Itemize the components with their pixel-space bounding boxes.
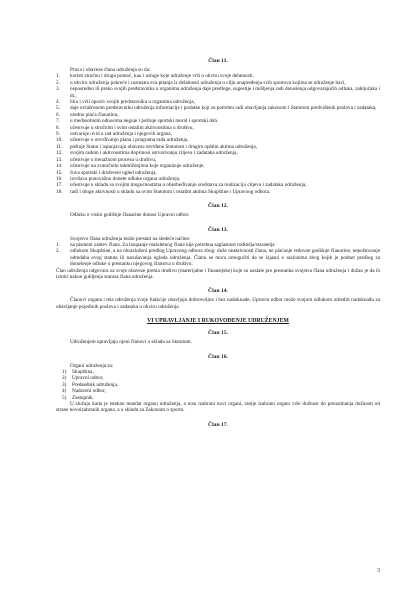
list-item-number: 8. — [56, 124, 60, 131]
list-item-number: 3. — [56, 86, 60, 93]
list-item-number: 17. — [56, 182, 63, 189]
list-item-number: 1) — [62, 369, 67, 375]
list-item-number: 12. — [56, 150, 63, 157]
list-item-number: 14. — [56, 163, 63, 170]
article-16-text: U slučaju kada je istekao mandat organu udruženja, a nisu izabrani novi organi, ranije izabrani organi vrše dužnost do preuzimanja dužnosti od strane novoizabranih organa, a u skladu sa Zakonom o sportu. — [56, 401, 380, 414]
article-16-title: Član 16. — [208, 353, 228, 360]
list-item-text: učestvuje u utvrđivanju plana i programa rada udruženja, — [70, 137, 189, 144]
article-11-intro: Prava i obaveze člana udruženja su da: — [70, 67, 151, 73]
article-16-intro: Organi udruženja su: — [70, 362, 114, 369]
article-13-title: Član 13. — [208, 226, 228, 233]
list-item-number: 4) — [62, 388, 67, 395]
list-item-number: 3) — [62, 381, 67, 388]
list-item-number: 5) — [62, 394, 67, 401]
list-item-text: u međusobnim odnosima neguje i poštuje sportski moral i sportski duh. — [70, 118, 219, 125]
article-11-list — [56, 73, 380, 195]
list-item-text: izvršava punovažno donete odluke organa udruženja, — [70, 175, 181, 182]
article-16-list — [56, 369, 380, 401]
article-14-text: Članovi organa i tela udruženja svoje funkcije obavljaju dobrovoljno i bez nadoknade. Upravni odbor može svojom odlukom odrediti nadoknadu za obavljanje pojedinih poslova i zadataka u okviru udruženja. — [56, 297, 380, 310]
list-item-number: 18. — [56, 188, 63, 195]
list-item-text: Upravni odbor, — [72, 375, 104, 382]
list-item-number: 1. — [56, 241, 60, 248]
list-item-text: učestvuje u trenažnom procesu u društvu, — [70, 156, 157, 163]
list-item-text: Skupština, — [72, 369, 94, 375]
article-15-title: Član 15. — [208, 330, 228, 337]
list-item-text: učestvuje u skladu sa svojim mogućnostima u obezbeđivanju sredstava za realizaciju ciljeva i zadataka udruženja, — [70, 182, 307, 189]
list-item-text: Nadzorni odbor, — [72, 388, 106, 395]
list-item-text: uredno plaća članarinu, — [70, 111, 119, 118]
article-13-list — [56, 242, 380, 268]
list-item-number: 2. — [56, 248, 60, 255]
list-item-text: poštuje Statut i ispunjavaju obaveze utvrđene Statutom i drugim opštim aktima udruženja, — [70, 143, 258, 150]
list-item-text: bira i vrši opoziv svojih predstavnika u organima udruženja, — [70, 99, 195, 106]
list-item-number: 5. — [56, 105, 60, 112]
article-11-title: Član 11. — [208, 58, 228, 64]
article-17-title: Član 17. — [208, 421, 228, 428]
article-12-title: Član 12. — [208, 203, 228, 210]
section-6-heading: VI UPRAVLJANJE I RUKOVOĐENJE UDRUŽENJEM — [147, 318, 289, 325]
list-item-number: 4. — [56, 99, 60, 106]
list-item-number: 2) — [62, 375, 67, 382]
article-12-text: Odluku o visini godišnje članarine donosi Upravni odbor. — [70, 212, 190, 219]
list-item-number: 9. — [56, 131, 60, 138]
list-item-text: Predsednik udruženja, — [72, 381, 119, 388]
list-item-number: 6. — [56, 111, 60, 118]
list-item-text: čuva sportski i društveni ugled udruženja, — [70, 169, 157, 176]
list-item-number: 10. — [56, 137, 63, 144]
page-number: 3 — [377, 568, 380, 574]
list-item-number: 16. — [56, 175, 63, 182]
list-item-number: 11. — [56, 143, 63, 150]
list-item-text: odlukom Skupštine, a na obrazloženi predlog Upravnog odbora zbog: duže neaktivnosti člana, ne plaćanje redovne godišnje članarine, nepoštovanje odredaba ovog statuta ili narušavanja ugleda udruženja. Članu se mora omogućiti da se izjasni o razlozima zbog kojih je podnet predlog za donošenje odluke o prestanku njegovog članstva u društvu. — [70, 248, 380, 268]
list-item — [56, 189, 380, 195]
list-item-text: svojim radom i aktivnostima doprinosi ostvarivanju ciljeva i zadataka udruženja, — [70, 150, 238, 157]
list-item-text: učestvuje na zvaničnim takmičenjima koje organizuje udruženje, — [70, 163, 205, 170]
list-item-text: koristi stručnu i drugu pomoć, kao i usluge koje udruženje vrši u okviru svoje delatnosti, — [70, 73, 254, 80]
list-item-number: 1. — [56, 73, 60, 80]
list-item-number: 15. — [56, 169, 63, 176]
list-item-text: Zastupnik. — [72, 394, 95, 401]
list-item-text: radi i druge aktivnosti u skladu sa ovim Statutom i ostalim aktima Skupštine i Upravnog odbora. — [70, 188, 271, 195]
list-item-text: u okviru udruženja pokreće i razmatra sva pitanja iz delatnosti udruženja u cilju unapređenja svih sportova kojima se udruženje bavi, — [70, 79, 346, 86]
list-item-number: 13. — [56, 156, 63, 163]
list-item-text: daje ovlašćenom predstavniku udruženja informacije i podatke koji su potrebni radi obavljanja zakonom i Statutom predviđenih poslova i zadataka, — [70, 105, 377, 112]
list-item-text: na pismeni zahtev člana. Za istupanje maloletnog člana nije potrebna saglasnost roditelja/staratelja — [70, 241, 275, 248]
article-13-text: Član udruženja odgovara za svoje obaveze prema društvu (materijalne i finansijske) koje su nastale pre prestanka svojstva člana udruženja i dužan je da ih izmiri nakon gubljenja statusa člana udruženja. — [56, 267, 380, 280]
list-item-text: neposredno ili preko svojih predstavnika u organima udruženja daje predloge, sugestije i mišljenja radi donošenja odgovarajućih odluka, zaključaka i dr., — [70, 86, 380, 99]
list-item — [56, 248, 380, 267]
list-item-text: učestvuje u stručnim i svim ostalim aktivnostima u društvu, — [70, 124, 194, 131]
list-item-number: 7. — [56, 118, 60, 125]
article-14-title: Član 14. — [208, 288, 228, 295]
article-15-text: Udruženjem upravljaju njeni članovi u skladu sa Statutom. — [70, 339, 192, 346]
article-13-intro: Svojstvo člana udruženja može prestati na sledeće načine: — [70, 235, 191, 242]
list-item-number: 2. — [56, 79, 60, 86]
list-item — [56, 86, 380, 99]
list-item-text: ostvaruje uvid u rad udruženja i njegovih organa, — [70, 131, 172, 138]
